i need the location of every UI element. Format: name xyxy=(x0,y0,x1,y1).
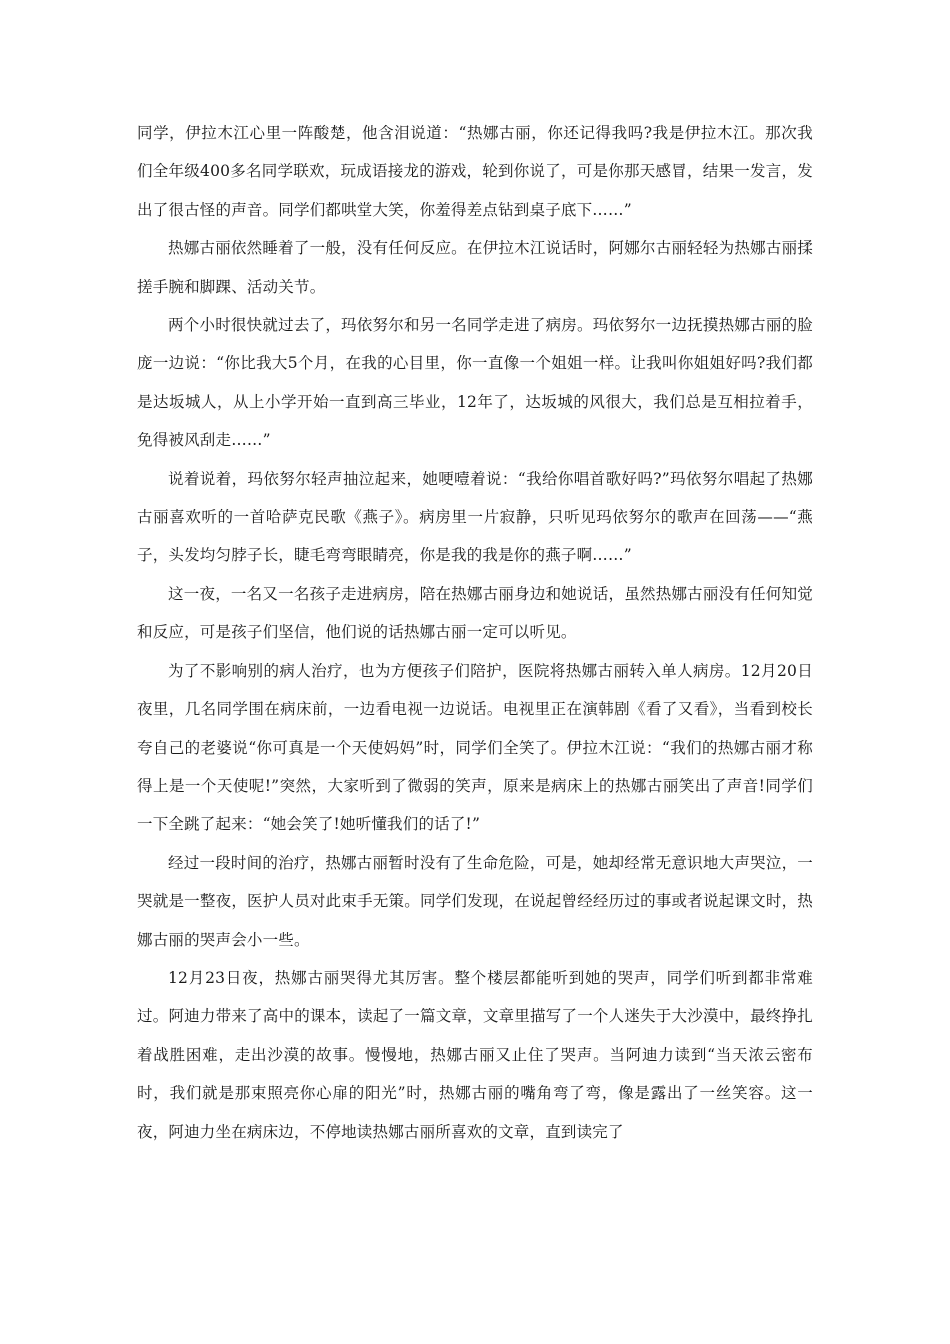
paragraph-5: 这一夜，一名又一名孩子走进病房，陪在热娜古丽身边和她说话，虽然热娜古丽没有任何知觉和反应，可是孩子们坚信，他们说的话热娜古丽一定可以听见。 xyxy=(137,584,813,642)
paragraph-8: 12月23日夜，热娜古丽哭得尤其厉害。整个楼层都能听到她的哭声，同学们听到都非常难过。阿迪力带来了高中的课本，读起了一篇文章，文章里描写了一个人迷失于大沙漠中，最终挣扎着战胜困难，走出沙漠的故事。慢慢地，热娜古丽又止住了哭声。当阿迪力读到“当天浓云密布时，我们就是那束照亮你心扉的阳光”时，热娜古丽的嘴角弯了弯，像是露出了一丝笑容。这一夜，阿迪力坐在病床边，不停地读热娜古丽所喜欢的文章，直到读完了 xyxy=(137,968,813,1141)
paragraph-4: 说着说着，玛依努尔轻声抽泣起来，她哽噎着说：“我给你唱首歌好吗?”玛依努尔唱起了热娜古丽喜欢听的一首哈萨克民歌《燕子》。病房里一片寂静，只听见玛依努尔的歌声在回荡——“燕子，头发均匀脖子长，睫毛弯弯眼睛亮，你是我的我是你的燕子啊……” xyxy=(137,469,813,565)
paragraph-2: 热娜古丽依然睡着了一般，没有任何反应。在伊拉木江说话时，阿娜尔古丽轻轻为热娜古丽揉搓手腕和脚踝、活动关节。 xyxy=(137,239,813,296)
paragraph-7: 经过一段时间的治疗，热娜古丽暂时没有了生命危险，可是，她却经常无意识地大声哭泣，一哭就是一整夜，医护人员对此束手无策。同学们发现，在说起曾经经历过的事或者说起课文时，热娜古丽的哭声会小一些。 xyxy=(137,853,813,949)
paragraph-3: 两个小时很快就过去了，玛依努尔和另一名同学走进了病房。玛依努尔一边抚摸热娜古丽的脸庞一边说：“你比我大5个月，在我的心目里，你一直像一个姐姐一样。让我叫你姐姐好吗?我们都是达坂城人，从上小学开始一直到高三毕业，12年了，达坂城的风很大，我们总是互相拉着手，免得被风刮走……” xyxy=(137,316,813,450)
document-body xyxy=(137,114,813,1151)
paragraph-6: 为了不影响别的病人治疗，也为方便孩子们陪护，医院将热娜古丽转入单人病房。12月20日夜里，几名同学围在病床前，一边看电视一边说话。电视里正在演韩剧《看了又看》，当看到校长夸自己的老婆说“你可真是一个天使妈妈”时，同学们全笑了。伊拉木江说：“我们的热娜古丽才称得上是一个天使呢!”突然，大家听到了微弱的笑声，原来是病床上的热娜古丽笑出了声音!同学们一下全跳了起来：“她会笑了!她听懂我们的话了!” xyxy=(137,661,813,834)
paragraph-1: 同学，伊拉木江心里一阵酸楚，他含泪说道：“热娜古丽，你还记得我吗?我是伊拉木江。那次我们全年级400多名同学联欢，玩成语接龙的游戏，轮到你说了，可是你那天感冒，结果一发言，发出了很古怪的声音。同学们都哄堂大笑，你羞得差点钻到桌子底下……” xyxy=(137,124,813,219)
